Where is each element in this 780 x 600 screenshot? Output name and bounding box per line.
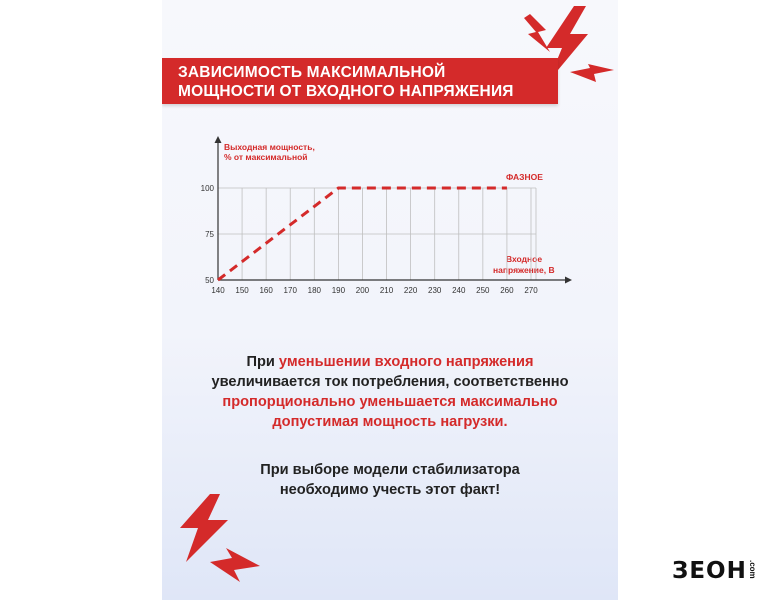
explanation-line-2: увеличивается ток потребления, соответственно — [211, 374, 569, 390]
explanation-line-1 — [162, 352, 618, 372]
lightning-bolt-icon — [210, 548, 260, 582]
x-tick-label: 160 — [259, 286, 273, 295]
x-tick-label: 200 — [355, 286, 370, 295]
explanation-line-4: допустимая мощность нагрузки. — [272, 414, 508, 430]
x-tick-label: 270 — [524, 286, 538, 295]
explanation-text: При — [246, 354, 279, 370]
page-title-line-2: МОЩНОСТИ ОТ ВХОДНОГО НАПРЯЖЕНИЯ — [178, 83, 514, 100]
x-axis-label-line-2: напряжение, В — [493, 265, 555, 275]
note-line-2: необходимо учесть этот факт! — [279, 482, 501, 498]
y-axis-label-line-2: % от максимальной — [224, 152, 308, 162]
infographic-card — [162, 0, 618, 600]
power-voltage-chart — [162, 0, 618, 320]
logo-text: ЗЕОН — [672, 558, 747, 584]
x-axis-label-line-1: Входное — [506, 254, 543, 264]
page-title-line-1: ЗАВИСИМОСТЬ МАКСИМАЛЬНОЙ — [178, 64, 446, 81]
x-tick-label: 210 — [379, 286, 394, 295]
x-tick-label: 260 — [500, 286, 514, 295]
y-tick-label: 50 — [205, 276, 214, 285]
x-tick-label: 140 — [211, 286, 225, 295]
x-tick-label: 220 — [403, 286, 418, 295]
brand-logo — [672, 556, 758, 586]
note-line-1: При выборе модели стабилизатора — [260, 462, 520, 478]
y-tick-label: 100 — [200, 184, 214, 193]
explanation-paragraph — [162, 352, 618, 432]
x-tick-label: 190 — [331, 286, 346, 295]
x-axis-arrow — [565, 277, 572, 284]
series-label: ФАЗНОЕ — [506, 172, 543, 182]
x-tick-label: 230 — [428, 286, 442, 295]
logo-domain: .com — [748, 560, 757, 579]
y-axis-label-line-1: Выходная мощность, — [224, 142, 315, 152]
x-tick-label: 170 — [283, 286, 297, 295]
explanation-line-3: пропорционально уменьшается максимально — [222, 394, 558, 410]
x-tick-label: 240 — [452, 286, 466, 295]
x-tick-label: 250 — [476, 286, 490, 295]
x-tick-label: 180 — [307, 286, 321, 295]
y-tick-label: 75 — [205, 230, 214, 239]
x-tick-label: 150 — [235, 286, 249, 295]
explanation-highlight: уменьшении входного напряжения — [278, 354, 534, 370]
y-axis-arrow — [215, 136, 222, 143]
